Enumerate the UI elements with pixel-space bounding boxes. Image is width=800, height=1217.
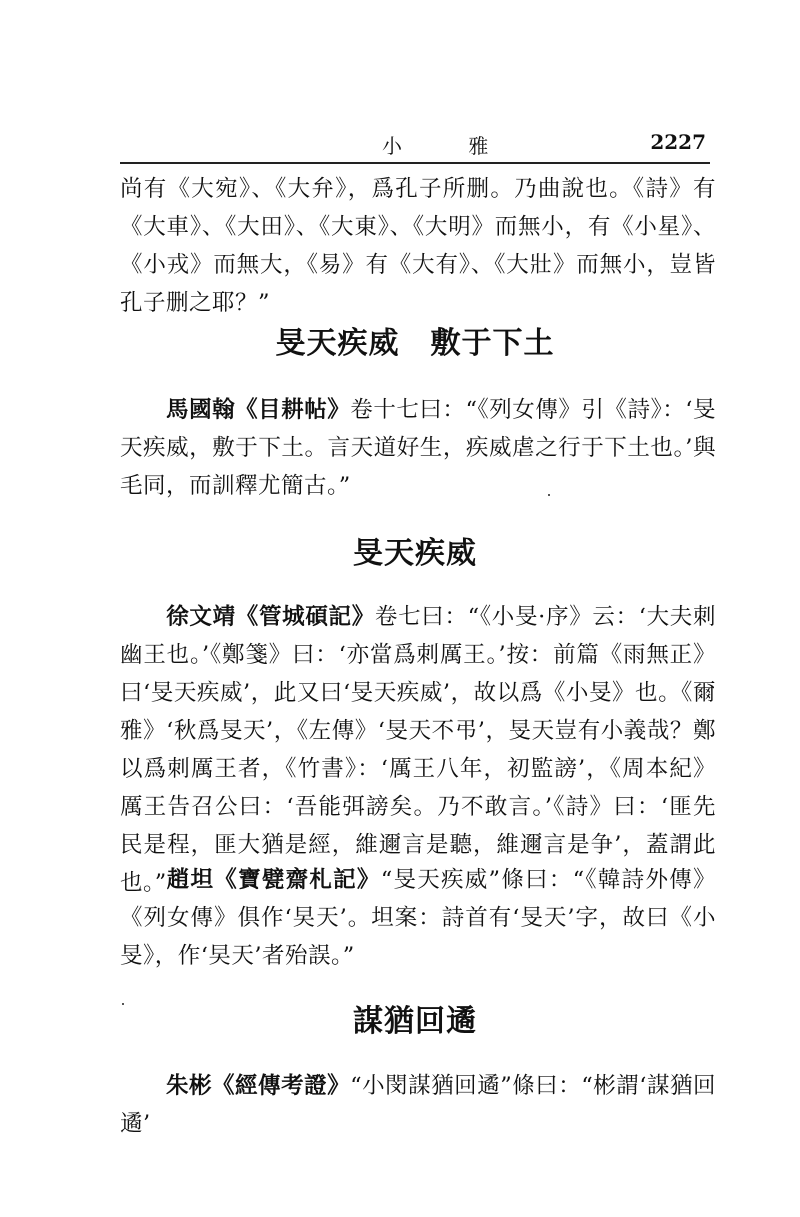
continuation-text: 尚有《大宛》、《大弁》，爲孔子所删。乃曲說也。《詩》有《大車》、《大田》、《大東》、《大明》而無小，有《小星》、《小戎》而無大，《易》有《大有》、《大壯》而無小，豈皆孔子删之耶？” <box>120 176 716 316</box>
entry-paragraph <box>120 861 716 975</box>
page-number: 2227 <box>650 130 706 154</box>
entry-text: “小閔謀猶回遹”條曰：“彬謂‘謀猶回遹’ <box>120 1073 716 1137</box>
continuation-paragraph <box>120 170 716 322</box>
entry-text: “旻天疾威”條曰：“《韓詩外傳》《列女傳》俱作‘旲天’。坦案：詩首有‘旻天’字，故曰《小旻》，作‘旲天’者殆誤。” <box>120 867 716 969</box>
entry-paragraph <box>120 1067 716 1143</box>
section-heading: 謀猶回遹 <box>353 1004 477 1039</box>
entry-paragraph <box>120 598 716 902</box>
entry-author: 趙坦《寶甓齋札記》 <box>166 867 381 893</box>
speck <box>548 494 550 496</box>
running-title: 小 雅 <box>382 134 519 158</box>
section-heading: 旻天疾威 敷于下土 <box>275 326 555 361</box>
entry-paragraph <box>120 391 716 505</box>
entry-text: 卷七曰：“《小旻·序》云：‘大夫刺幽王也。’《鄭箋》曰：‘亦當爲刺厲王。’按：前篇《雨無正》曰‘旻天疾威’，此又曰‘旻天疾威’，故以爲《小旻》也。《爾雅》‘秋爲旻天’，《左傳》‘旻天不弔’，旻天豈有小義哉？鄭以爲刺厲王者，《竹書》：‘厲王八年，初監謗’，《周本紀》厲王告召公曰：‘吾能弭謗矣。乃不敢言。’《詩》曰：‘匪先民是程，匪大猶是經，維邇言是聽，維邇言是争’，蓋謂此也。” <box>120 604 716 896</box>
entry-text: 卷十七曰：“《列女傳》引《詩》：‘旻天疾威，敷于下土。言天道好生，疾威虐之行于下土也。’與毛同，而訓釋尤簡古。” <box>120 397 716 499</box>
entry-author: 朱彬《經傳考證》 <box>166 1073 351 1099</box>
running-header <box>120 128 710 164</box>
entry-author: 徐文靖《管城碩記》 <box>166 604 375 630</box>
entry-author: 馬國翰《目耕帖》 <box>166 397 351 423</box>
section-heading: 旻天疾威 <box>353 536 477 571</box>
